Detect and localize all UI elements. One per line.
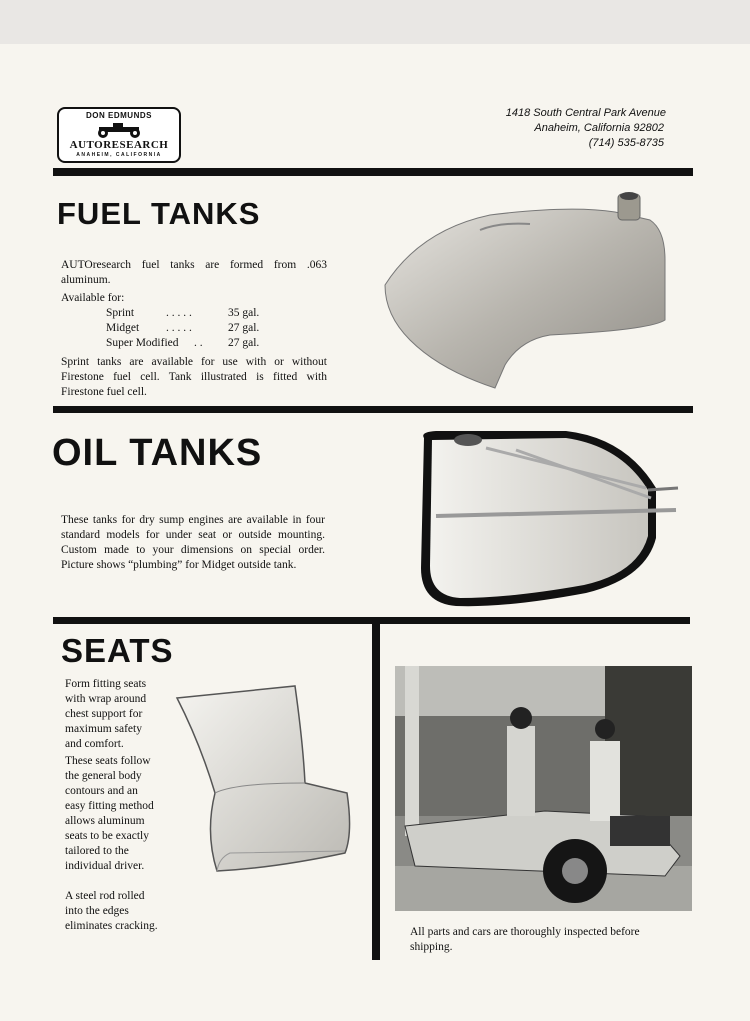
oil-section-rule [53,617,690,624]
oil-description: These tanks for dry sump engines are available in four standard models for under seat or outside mounting. Custom made to your dimensions on special order. Picture shows “plumbing” for Midget outside tank. [61,514,325,571]
race-car-photo [395,666,692,911]
seats-p1: Form fitting seats with wrap around chest support for maximum safety and comfort. [65,678,147,750]
seats-p2: These seats follow the general body contours and an easy fitting method allows aluminum seats to be exactly tailored to the individual driver. [65,755,154,872]
autoresearch-logo [57,107,181,163]
availability-row: Super Modified . . 27 gal. [106,337,260,349]
fuel-section-rule [53,406,693,413]
available-label: Available for: [61,292,125,304]
availability-row: Midget . . . . . 27 gal. [106,322,260,334]
fuel-tank-image [380,190,670,390]
oil-tank-image [416,428,682,610]
availability-row: Sprint . . . . . 35 gal. [106,307,260,319]
logo-sub-text: ANAHEIM, CALIFORNIA [76,152,162,158]
oil-tanks-title: OIL TANKS [52,432,263,474]
address-phone: (714) 535-8735 [588,137,664,149]
address-city: Anaheim, California 92802 [534,122,664,134]
company-address [506,106,666,151]
logo-top-text: DON EDMUNDS [86,111,152,120]
fuel-note: Sprint tanks are available for use with or without Firestone fuel cell. Tank illustrated is fitted with Firestone fuel cell. [61,356,327,398]
race-car-icon [89,121,149,139]
header-rule [53,168,693,176]
vertical-divider [372,624,380,960]
inspection-caption: All parts and cars are thoroughly inspected before shipping. [410,926,640,953]
fuel-intro: AUTOresearch fuel tanks are formed from .063 aluminum. [61,259,327,286]
logo-main-text: AUTORESEARCH [69,139,169,151]
fuel-availability [61,291,259,351]
scan-background [0,0,750,44]
fuel-tanks-title: FUEL TANKS [57,196,261,231]
address-street: 1418 South Central Park Avenue [505,107,666,119]
seats-p3: A steel rod rolled into the edges eliminates cracking. [65,890,158,932]
seat-image [175,683,355,873]
seats-title: SEATS [61,632,174,669]
